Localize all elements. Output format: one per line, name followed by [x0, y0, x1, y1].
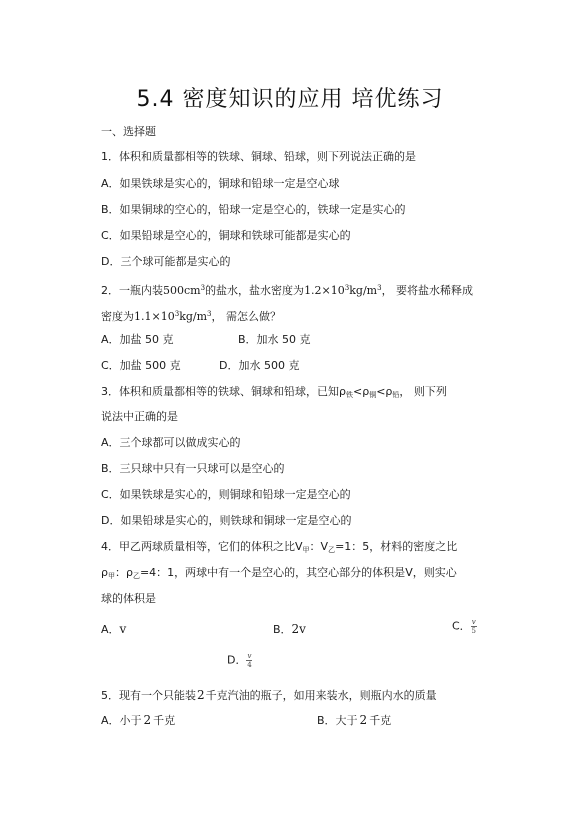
question-5-stem: 5．现有一个只能装2千克汽油的瓶子，如用来装水，则瓶内水的质量 — [101, 688, 437, 702]
question-3-option-c: C．如果铁球是实心的，则铜球和铅球一定是空心的 — [101, 488, 351, 501]
question-4-stem-line2: $\rho_甲$：$\rho_乙=4$：1，两球中有一个是空心的，其空心部分的体积是V，则实心 — [101, 566, 457, 580]
question-1-option-c: C．如果铅球是空心的，铜球和铁球可能都是实心的 — [101, 229, 351, 242]
question-4-option-a: A．v — [101, 622, 127, 636]
fraction-v-over-5: $\frac{v}{5}$ — [471, 618, 476, 635]
density-value: 1.2×10 — [304, 284, 345, 297]
question-3-option-a: A．三个球都可以做成实心的 — [101, 436, 241, 449]
question-2-option-a: A．加盐 50 克 — [101, 333, 174, 346]
question-4-option-c: C． $\frac{v}{5}$ — [452, 618, 476, 635]
question-2-stem: 2．一瓶内装$500cm^3$的盐水，盐水密度为$1.2\times 10^3kg/m^3$， 要将盐水稀释成 — [101, 284, 474, 297]
question-1-option-d: D．三个球可能都是实心的 — [101, 255, 231, 268]
question-2-option-c: C．加盐 500 克 — [101, 359, 181, 372]
volume-value: 500cm — [163, 284, 201, 297]
question-5-option-b: B．大于 2 千克 — [317, 713, 392, 727]
question-3-stem: 3．体积和质量都相等的铁球、铜球和铅球，已知$\rho_铁<\rho_铜<\rho_铅$， 则下列 — [101, 385, 447, 399]
question-1-option-b: B．如果铜球的空心的，铅球一定是空心的，铁球一定是实心的 — [101, 203, 406, 216]
question-1-stem: 1．体积和质量都相等的铁球、铜球、铅球，则下列说法正确的是 — [101, 150, 416, 163]
question-5-option-a: A．小于 2 千克 — [101, 713, 176, 727]
fraction-v-over-4: $\frac{v}{4}$ — [247, 652, 252, 669]
question-2-option-d: D．加水 500 克 — [219, 359, 300, 372]
question-1-option-a: A．如果铁球是实心的，铜球和铅球一定是空心球 — [101, 177, 340, 190]
section-heading: 一、选择题 — [101, 125, 156, 138]
question-4-option-b: B．2v — [273, 622, 306, 636]
question-3-stem-line2: 说法中正确的是 — [101, 410, 178, 423]
question-2-option-b: B．加水 50 克 — [238, 333, 311, 346]
target-density-value: 1.1×10 — [134, 310, 175, 323]
question-4-stem: 4．甲乙两球质量相等，它们的体积之比$V_甲$：$V_乙=1$：5，材料的密度之比 — [101, 540, 458, 554]
question-3-option-d: D．如果铅球是实心的，则铁球和铜球一定是空心的 — [101, 514, 352, 527]
question-3-option-b: B．三只球中只有一只球可以是空心的 — [101, 462, 285, 475]
page-title: 5.4 密度知识的应用 培优练习 — [136, 87, 444, 112]
question-2-stem-line2: 密度为$1.1\times 10^3kg/m^3$， 需怎么做？ — [101, 310, 281, 323]
question-4-stem-line3: 球的体积是 — [101, 592, 156, 605]
question-4-option-d: D． $\frac{v}{4}$ — [227, 652, 252, 669]
